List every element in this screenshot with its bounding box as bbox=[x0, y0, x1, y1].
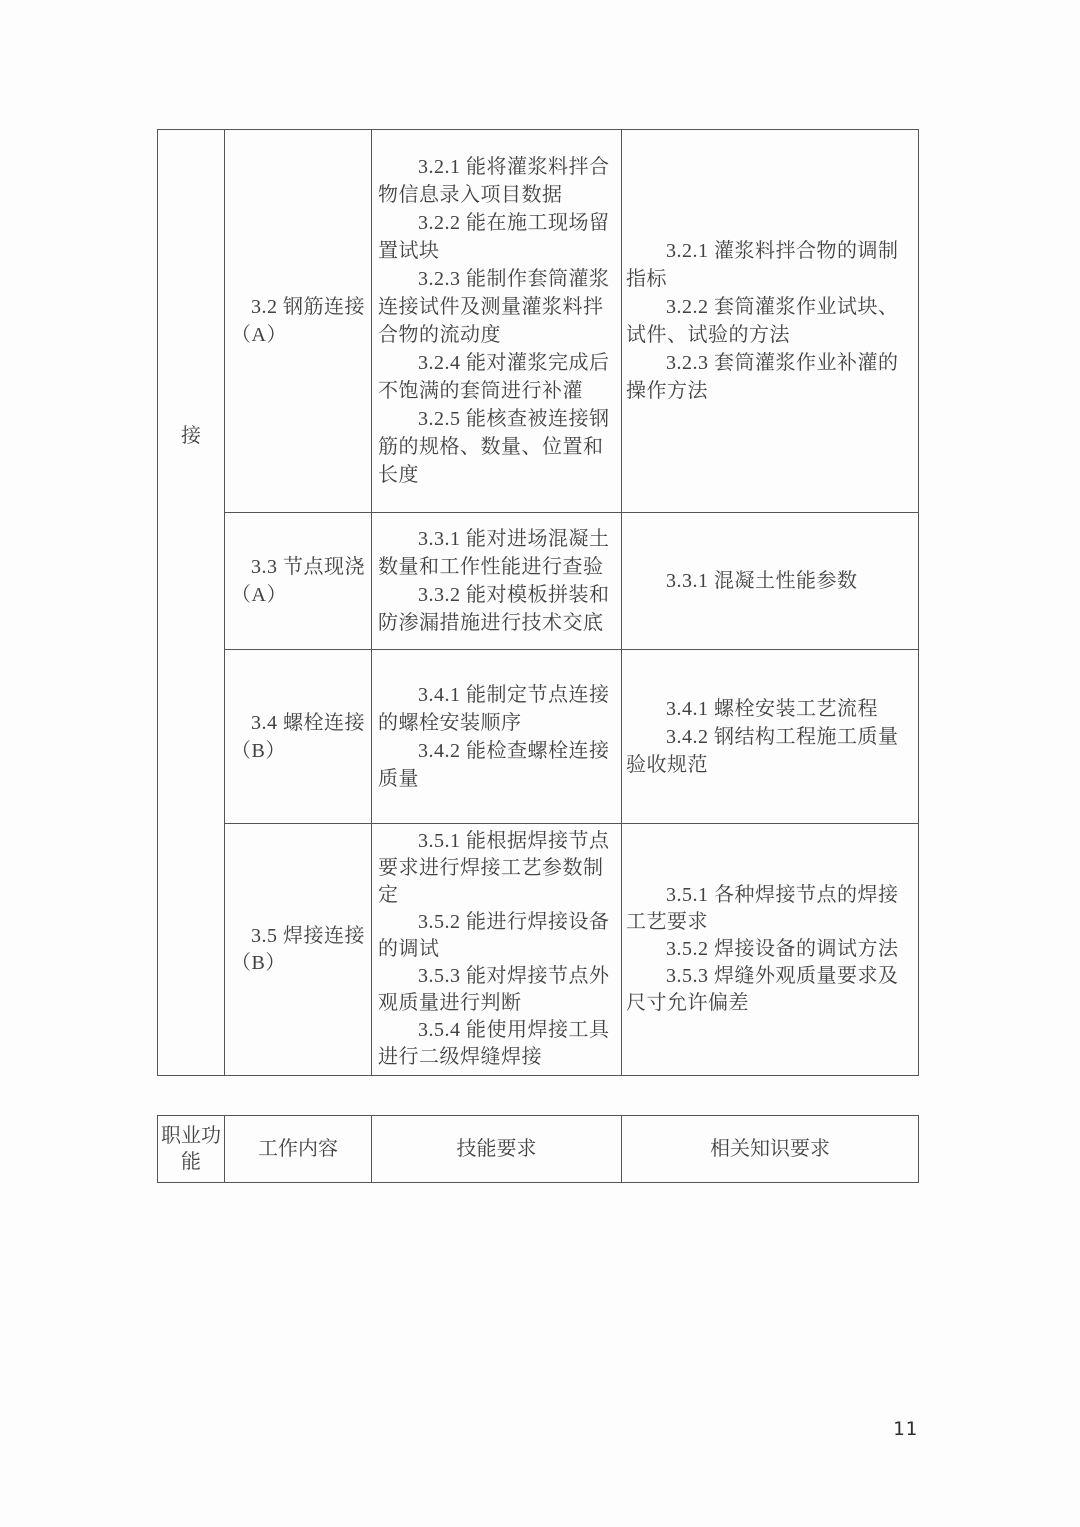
occupational-function-cell bbox=[158, 130, 225, 1076]
work-content-cell bbox=[225, 650, 372, 824]
header-knowledge-requirements: 相关知识要求 bbox=[622, 1116, 919, 1183]
knowledge-requirements-cell bbox=[622, 130, 919, 513]
knowledge-requirements-cell bbox=[622, 513, 919, 650]
skill-item: 3.4.1 能制定节点连接的螺栓安装顺序 bbox=[378, 683, 610, 734]
knowledge-item: 3.4.2 钢结构工程施工质量验收规范 bbox=[626, 725, 899, 776]
work-content-cell bbox=[225, 513, 372, 650]
skill-item: 3.3.2 能对模板拼装和防渗漏措施进行技术交底 bbox=[378, 584, 610, 634]
skills-requirements-table bbox=[157, 129, 919, 1076]
knowledge-item: 3.2.3 套筒灌浆作业补灌的操作方法 bbox=[626, 352, 899, 402]
skill-item: 3.5.1 能根据焊接节点要求进行焊接工艺参数制定 bbox=[378, 830, 610, 906]
header-occupational-function: 职业功能 bbox=[158, 1116, 225, 1183]
work-content-text: 3.4 螺栓连接（B） bbox=[231, 711, 365, 762]
work-content-text: 3.2 钢筋连接（A） bbox=[231, 296, 365, 346]
skill-item: 3.5.3 能对焊接节点外观质量进行判断 bbox=[378, 965, 610, 1014]
knowledge-requirements-cell bbox=[622, 824, 919, 1076]
skill-item: 3.4.2 能检查螺栓连接质量 bbox=[378, 739, 610, 790]
work-content-cell bbox=[225, 824, 372, 1076]
knowledge-item: 3.2.1 灌浆料拌合物的调制指标 bbox=[626, 240, 899, 290]
knowledge-item: 3.2.2 套筒灌浆作业试块、试件、试验的方法 bbox=[626, 296, 899, 346]
table-header-row bbox=[157, 1115, 919, 1183]
knowledge-item: 3.5.1 各种焊接节点的焊接工艺要求 bbox=[626, 884, 899, 933]
function-continuation-label: 接 bbox=[181, 424, 201, 447]
knowledge-item: 3.5.2 焊接设备的调试方法 bbox=[666, 938, 899, 960]
knowledge-item: 3.5.3 焊缝外观质量要求及尺寸允许偏差 bbox=[626, 965, 899, 1014]
header-work-content: 工作内容 bbox=[225, 1116, 372, 1183]
skill-item: 3.2.3 能制作套筒灌浆连接试件及测量灌浆料拌合物的流动度 bbox=[378, 268, 610, 346]
skill-item: 3.2.4 能对灌浆完成后不饱满的套筒进行补灌 bbox=[378, 352, 610, 402]
knowledge-item: 3.4.1 螺栓安装工艺流程 bbox=[666, 697, 878, 720]
skill-item: 3.5.2 能进行焊接设备的调试 bbox=[378, 911, 610, 960]
skill-requirements-cell bbox=[372, 824, 622, 1076]
knowledge-requirements-cell bbox=[622, 650, 919, 824]
table-row-bolt-connection bbox=[158, 650, 919, 824]
skill-item: 3.5.4 能使用焊接工具进行二级焊缝焊接 bbox=[378, 1019, 610, 1068]
skill-requirements-cell bbox=[372, 130, 622, 513]
skill-item: 3.3.1 能对进场混凝土数量和工作性能进行查验 bbox=[378, 528, 610, 578]
table-row-node-casting bbox=[158, 513, 919, 650]
page-number: 11 bbox=[893, 1418, 918, 1440]
knowledge-item: 3.3.1 混凝土性能参数 bbox=[666, 570, 858, 592]
skill-requirements-cell bbox=[372, 513, 622, 650]
table-row-rebar-connection bbox=[158, 130, 919, 513]
work-content-cell bbox=[225, 130, 372, 513]
work-content-text: 3.3 节点现浇（A） bbox=[231, 556, 365, 606]
skill-item: 3.2.1 能将灌浆料拌合物信息录入项目数据 bbox=[378, 156, 610, 206]
table-row-weld-connection bbox=[158, 824, 919, 1076]
skill-requirements-cell bbox=[372, 650, 622, 824]
skill-item: 3.2.5 能核查被连接钢筋的规格、数量、位置和长度 bbox=[378, 408, 610, 486]
header-skill-requirements: 技能要求 bbox=[372, 1116, 622, 1183]
work-content-text: 3.5 焊接连接（B） bbox=[231, 924, 365, 974]
skill-item: 3.2.2 能在施工现场留置试块 bbox=[378, 212, 610, 262]
